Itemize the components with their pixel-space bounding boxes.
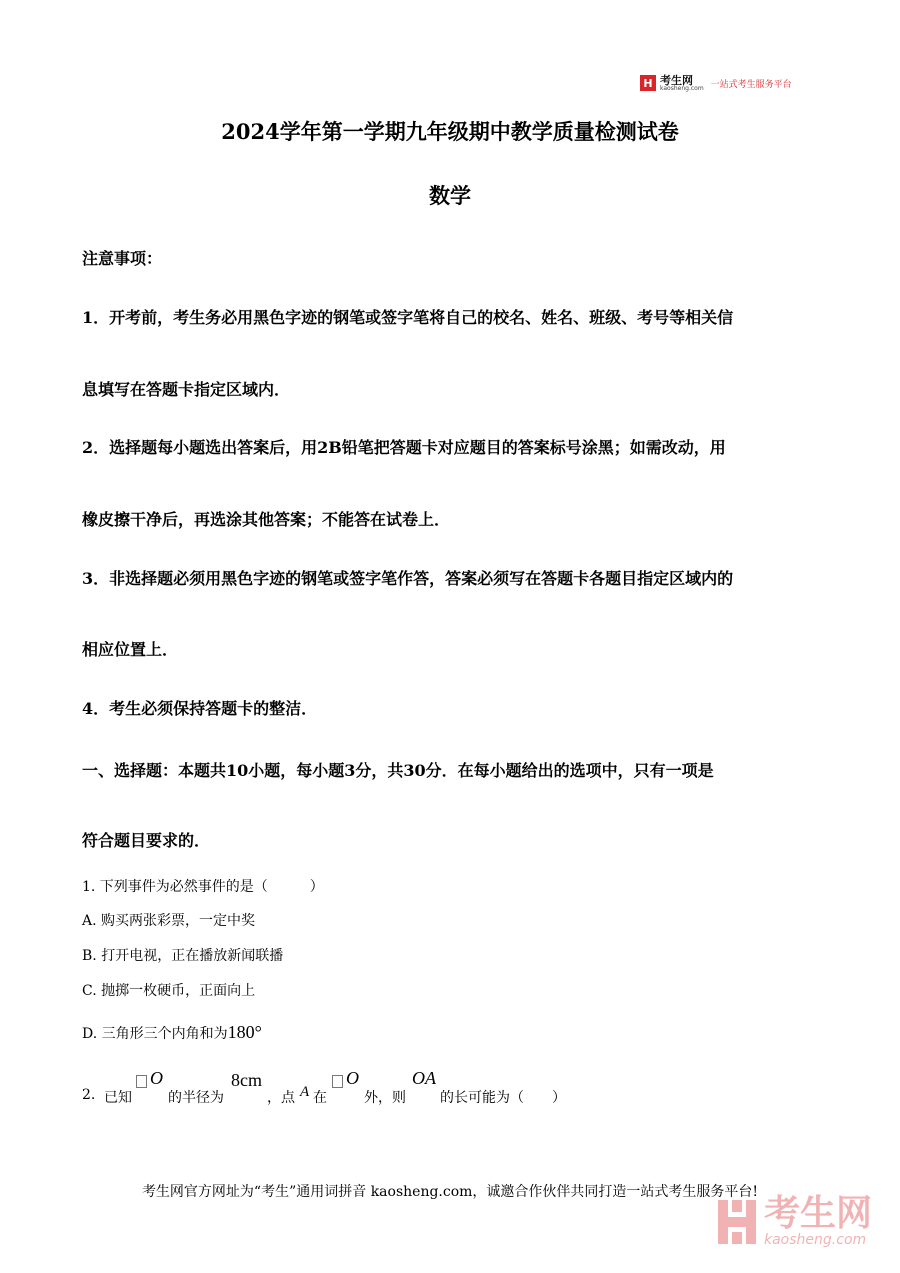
watermark-mark-icon: [716, 1196, 758, 1248]
option-text: 打开电视，正在播放新闻联播: [101, 948, 284, 964]
logo-name: 考生网: [660, 73, 693, 87]
question-2-text-point: ，点: [267, 1090, 295, 1106]
option-label: C.: [82, 983, 97, 999]
notice-item-3-line2: 相应位置上．: [82, 640, 179, 659]
circle-o-2: O: [346, 1068, 359, 1088]
header-logo: [640, 72, 792, 94]
notice-item-1-line1: 1．开考前，考生务必用黑色字迹的钢笔或签字笔将自己的校名、姓名、班级、考号等相关信: [82, 308, 734, 327]
notice-item-1-line2: 息填写在答题卡指定区域内．: [82, 380, 291, 399]
option-label: B.: [82, 948, 97, 964]
option-label: A.: [82, 913, 97, 929]
question-2-text-in: 在: [313, 1090, 327, 1106]
option-label: D.: [82, 1026, 98, 1042]
watermark-name: 考生网: [764, 1193, 873, 1234]
footer-text: 考生网官方网址为“考生”通用词拼音 kaosheng.com，诚邀合作伙伴共同打造一站式考生服务平台!: [141, 1184, 759, 1200]
exam-title: 2024学年第一学期九年级期中教学质量检测试卷: [221, 119, 679, 144]
option-text: 抛掷一枚硬币，正面向上: [101, 983, 256, 999]
question-2-text-end: 的长可能为（ ）: [440, 1090, 566, 1106]
question-1-option-c: [82, 980, 255, 1000]
watermark-domain: kaosheng.com: [764, 1232, 867, 1248]
question-2-num: 2.: [82, 1087, 96, 1103]
logo-domain: kaosheng.com: [660, 84, 704, 92]
question-1-stem: 1. 下列事件为必然事件的是（ ）: [82, 879, 324, 895]
question-2-text-known: 已知: [104, 1090, 132, 1106]
question-1-option-d: [82, 1022, 262, 1043]
circle-symbol-icon: [136, 1071, 147, 1090]
notice-item-2-line2: 橡皮擦干净后，再选涂其他答案；不能答在试卷上．: [82, 510, 451, 529]
question-1-option-a: [82, 910, 255, 930]
circle-o-1: O: [150, 1068, 163, 1088]
option-math: 180°: [227, 1022, 262, 1042]
segment-oa: OA: [412, 1068, 436, 1088]
section-heading-line2: 符合题目要求的．: [82, 831, 211, 850]
option-text: 三角形三个内角和为: [101, 1026, 228, 1042]
question-1-option-b: [82, 945, 283, 965]
logo-slogan: 一站式考生服务平台: [710, 79, 792, 90]
question-2-text-radius: 的半径为: [168, 1090, 224, 1106]
circle-symbol-icon-2: [332, 1071, 343, 1090]
notice-item-4: 4．考生必须保持答题卡的整洁．: [82, 699, 318, 718]
point-a: A: [300, 1084, 310, 1100]
notice-item-3-line1: 3．非选择题必须用黑色字迹的钢笔或签字笔作答，答案必须写在答题卡各题目指定区域内的: [82, 569, 734, 588]
notice-item-2-line1: 2．选择题每小题选出答案后，用2B铅笔把答题卡对应题目的答案标号涂黑；如需改动，用: [82, 438, 726, 457]
watermark-logo: [716, 1193, 873, 1248]
logo-icon: H: [640, 75, 656, 91]
notice-heading: 注意事项：: [82, 249, 163, 268]
option-text: 购买两张彩票，一定中奖: [101, 913, 256, 929]
radius-value: 8cm: [231, 1070, 262, 1090]
question-2-text-outside: 外，则: [364, 1090, 406, 1106]
subject-title: 数学: [429, 183, 471, 208]
section-heading-line1: 一、选择题：本题共10小题，每小题3分，共30分．在每小题给出的选项中，只有一项是: [82, 761, 714, 780]
